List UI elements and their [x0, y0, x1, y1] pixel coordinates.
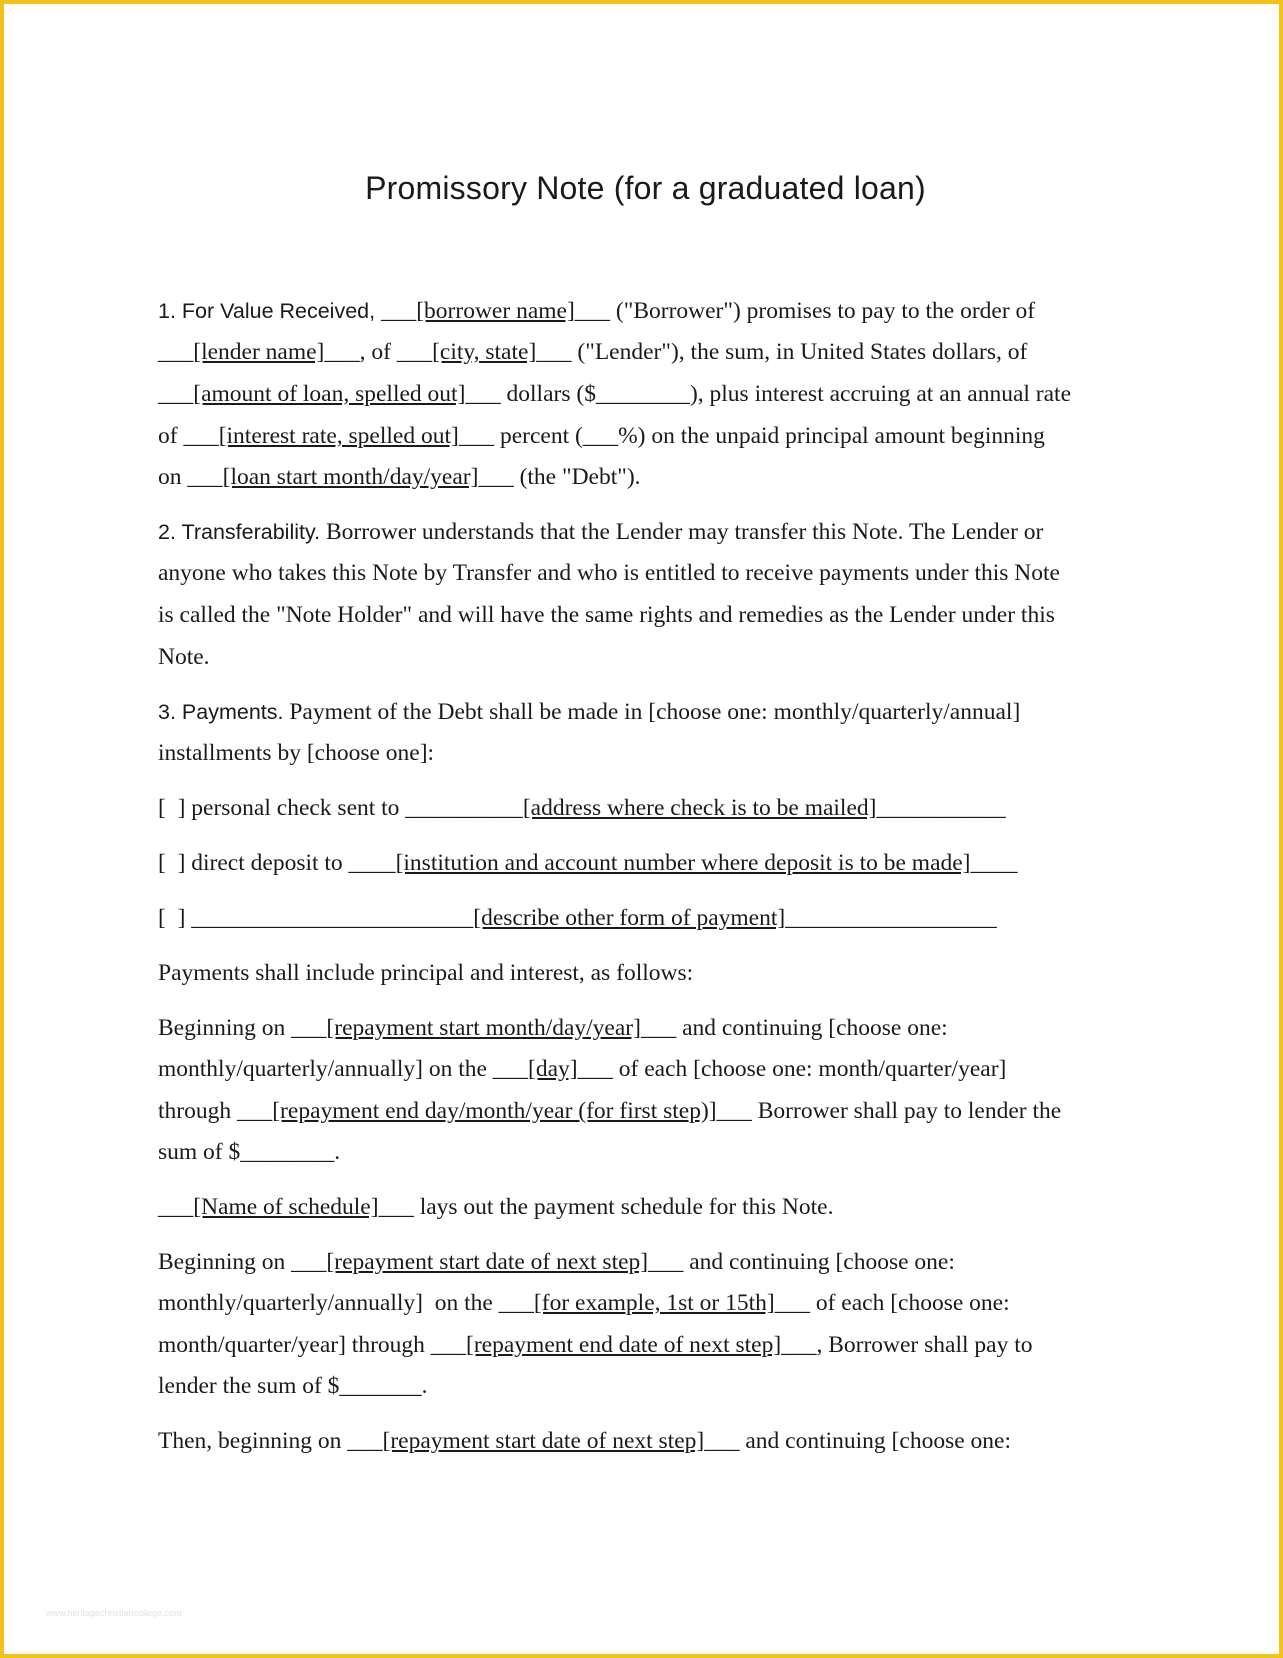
loan-start-date-field: [loan start month/day/year]	[222, 464, 479, 490]
section-3-line-1: 3. Payments. Payment of the Debt shall be made in [choose one: monthly/quarterly/annual]	[158, 699, 1021, 725]
section-2-line-1: 2. Transferability. Borrower understands that the Lender may transfer this Note. The Lender or	[158, 519, 1044, 545]
check-address-field: [address where check is to be mailed]	[522, 795, 877, 821]
step-2-line-3: month/quarter/year] through ___[repayment end date of next step]___, Borrower shall pay to	[158, 1332, 1033, 1358]
step-2-line-2: monthly/quarterly/annually] on the ___[for example, 1st or 15th]___ of each [choose one:	[158, 1290, 1010, 1316]
other-payment-field: [describe other form of payment]	[473, 905, 786, 931]
section-3-line-2: installments by [choose one]:	[158, 740, 435, 766]
payment-option-direct-deposit: [ ] direct deposit to ____[institution and account number where deposit is to be made]____	[158, 850, 1018, 876]
step-2-line-1: Beginning on ___[repayment start date of next step]___ and continuing [choose one:	[158, 1249, 955, 1275]
payment-day-field: [day]	[528, 1056, 578, 1082]
step-1-line-3: through ___[repayment end day/month/year (for first step)]___ Borrower shall pay to lender the	[158, 1098, 1062, 1124]
watermark: www.heritagechristiancollege.com	[46, 1608, 182, 1618]
next-step-start-field: [repayment start date of next step]	[326, 1249, 649, 1275]
payments-follows-line: Payments shall include principal and interest, as follows:	[158, 960, 694, 986]
next-step-day-field: [for example, 1st or 15th]	[533, 1290, 775, 1316]
section-2-line-4: Note.	[158, 644, 210, 670]
schedule-line: ___[Name of schedule]___ lays out the payment schedule for this Note.	[158, 1194, 834, 1220]
step-1-line-2: monthly/quarterly/annually] on the ___[day]___ of each [choose one: month/quarter/year]	[158, 1056, 1007, 1082]
document-title: Promissory Note (for a graduated loan)	[365, 170, 926, 206]
repayment-start-field: [repayment start month/day/year]	[326, 1015, 641, 1041]
section-1-line-3: ___[amount of loan, spelled out]___ dollars ($________), plus interest accruing at an annual rate	[158, 381, 1072, 407]
city-state-field: [city, state]	[432, 339, 537, 365]
schedule-name-field: [Name of schedule]	[193, 1194, 379, 1220]
section-2-line-2: anyone who takes this Note by Transfer and who is entitled to receive payments under this Note	[158, 560, 1060, 586]
interest-rate-field: [interest rate, spelled out]	[218, 423, 459, 449]
section-2-line-3: is called the "Note Holder" and will have the same rights and remedies as the Lender under this	[158, 602, 1055, 628]
step-1-line-4: sum of $________.	[158, 1139, 341, 1165]
borrower-name-field: [borrower name]	[416, 298, 575, 324]
section-2-heading: 2. Transferability.	[158, 520, 321, 544]
section-1-line-4: of ___[interest rate, spelled out]___ percent (___%) on the unpaid principal amount beginning	[158, 423, 1045, 449]
loan-amount-field: [amount of loan, spelled out]	[193, 381, 466, 407]
payment-option-personal-check: [ ] personal check sent to __________[address where check is to be mailed]___________	[158, 795, 1006, 821]
payment-option-other: [ ] ________________________[describe other form of payment]__________________	[158, 905, 997, 931]
final-step-start-field: [repayment start date of next step]	[382, 1428, 705, 1454]
deposit-account-field: [institution and account number where deposit is to be made]	[395, 850, 971, 876]
interest-percent-blank: ___	[582, 423, 619, 449]
step-1-line-1: Beginning on ___[repayment start month/day/year]___ and continuing [choose one:	[158, 1015, 948, 1041]
section-3-heading: 3. Payments.	[158, 700, 284, 724]
section-1-line-1: 1. For Value Received, ___[borrower name]___ ("Borrower") promises to pay to the order of	[158, 298, 1036, 324]
section-1-line-5: on ___[loan start month/day/year]___ (the "Debt").	[158, 464, 641, 490]
section-1-line-2: ___[lender name]___, of ___[city, state]___ ("Lender"), the sum, in United States dollars, of	[158, 339, 1028, 365]
section-1-heading: 1. For Value Received,	[158, 299, 376, 323]
repayment-end-first-step-field: [repayment end day/month/year (for first step)]	[272, 1098, 717, 1124]
lender-name-field: [lender name]	[193, 339, 325, 365]
step-2-line-4: lender the sum of $_______.	[158, 1373, 428, 1399]
next-step-end-field: [repayment end date of next step]	[466, 1332, 782, 1358]
step-3-line-1: Then, beginning on ___[repayment start date of next step]___ and continuing [choose one:	[158, 1428, 1011, 1454]
